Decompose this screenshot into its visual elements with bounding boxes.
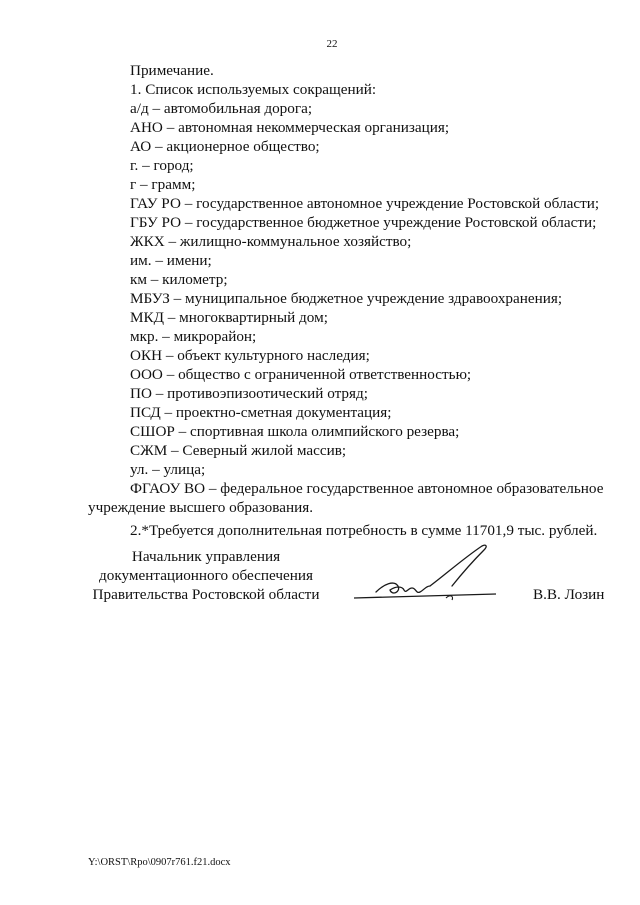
abbreviation-item: АО – акционерное общество; xyxy=(130,138,320,155)
signatory-name: В.В. Лозин xyxy=(533,586,605,603)
file-path-footer: Y:\ORST\Rpo\0907r761.f21.docx xyxy=(88,857,231,868)
abbreviation-item: МКД – многоквартирный дом; xyxy=(130,309,328,326)
abbreviation-item-long: ФГАОУ ВО – федеральное государственное автономное образовательное xyxy=(130,480,604,497)
abbreviation-item: ПО – противоэпизоотический отряд; xyxy=(130,385,368,402)
signatory-position-line3: Правительства Ростовской области xyxy=(92,586,320,603)
abbreviations-title: 1. Список используемых сокращений: xyxy=(130,81,377,98)
abbreviation-item: км – километр; xyxy=(130,271,228,288)
abbreviation-item: ГБУ РО – государственное бюджетное учреждение Ростовской области; xyxy=(130,214,597,231)
abbreviation-item-long-continuation: учреждение высшего образования. xyxy=(88,499,314,516)
page-number: 22 xyxy=(326,38,338,50)
abbreviation-item: МБУЗ – муниципальное бюджетное учреждение здравоохранения; xyxy=(130,290,563,307)
abbreviation-item: АНО – автономная некоммерческая организация; xyxy=(130,119,450,136)
abbreviation-item: а/д – автомобильная дорога; xyxy=(130,100,313,117)
abbreviation-item: ОКН – объект культурного наследия; xyxy=(130,347,370,364)
handwritten-signature xyxy=(346,540,506,610)
signatory-position-line1: Начальник управления xyxy=(131,548,281,565)
abbreviation-item: ПСД – проектно-сметная документация; xyxy=(130,404,392,421)
abbreviation-item: СШОР – спортивная школа олимпийского резерва; xyxy=(130,423,460,440)
note-2: 2.*Требуется дополнительная потребность в сумме 11701,9 тыс. рублей. xyxy=(130,522,598,539)
abbreviation-item: ООО – общество с ограниченной ответственностью; xyxy=(130,366,472,383)
abbreviation-item: СЖМ – Северный жилой массив; xyxy=(130,442,347,459)
abbreviation-item: г – грамм; xyxy=(130,176,196,193)
abbreviation-item: им. – имени; xyxy=(130,252,212,269)
signatory-position-line2: документационного обеспечения xyxy=(99,567,313,584)
abbreviation-item: ЖКХ – жилищно-коммунальное хозяйство; xyxy=(130,233,412,250)
abbreviation-item: мкр. – микрорайон; xyxy=(130,328,257,345)
abbreviation-item: ул. – улица; xyxy=(130,461,206,478)
notes-heading: Примечание. xyxy=(130,62,214,79)
abbreviation-item: г. – город; xyxy=(130,157,194,174)
abbreviation-item: ГАУ РО – государственное автономное учреждение Ростовской области; xyxy=(130,195,600,212)
